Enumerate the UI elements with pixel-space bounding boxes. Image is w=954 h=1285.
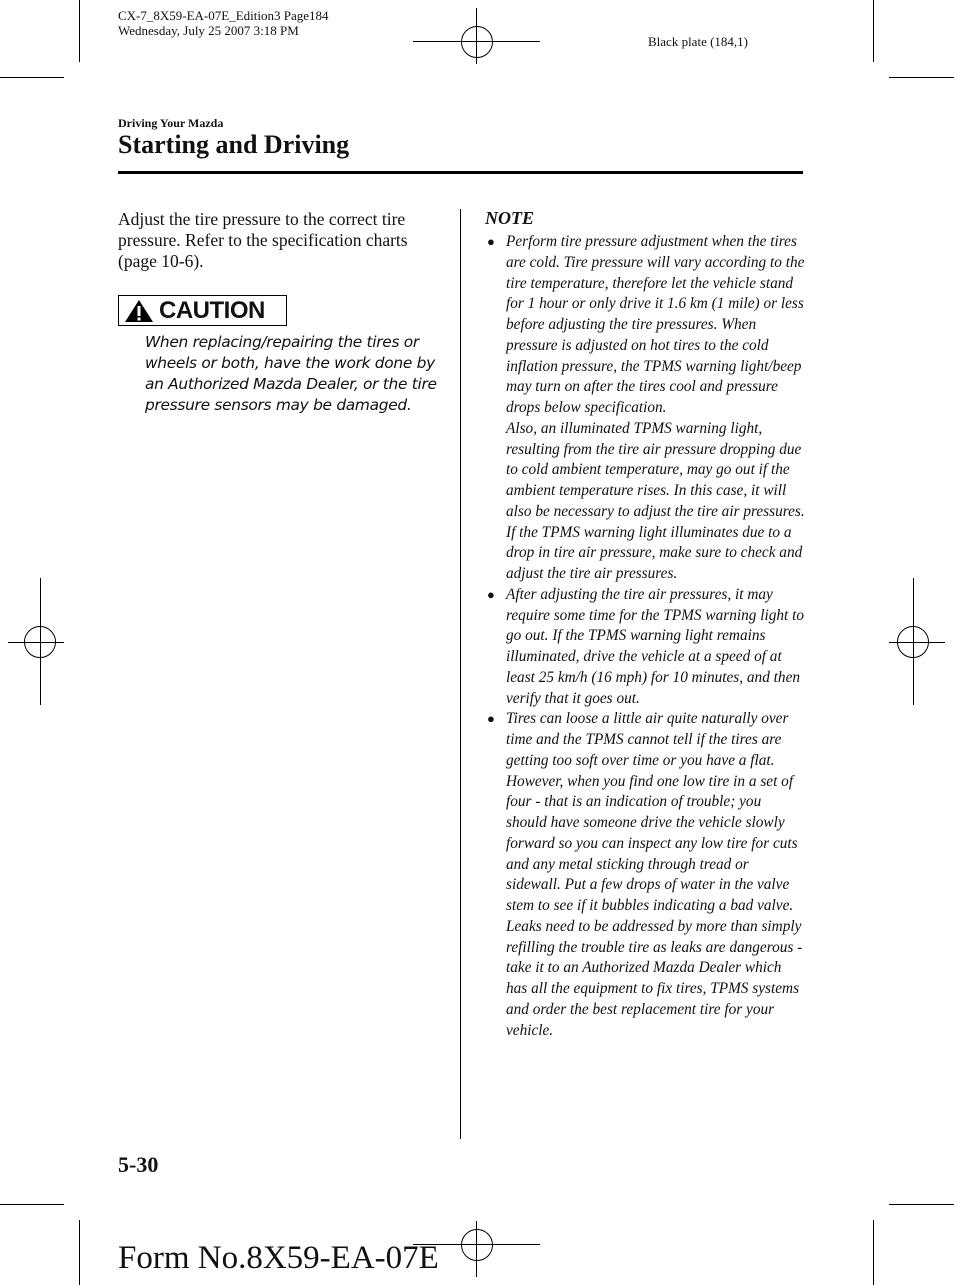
note-list bbox=[485, 232, 805, 1041]
note-paragraph: Tires can loose a little air quite naturally over time and the TPMS cannot tell if the tires are getting too soft over time or you have a flat. However, when you find one low tire in a set of four - that is an indication of trouble; you should have someone drive the vehicle slowly forward so you can inspect any low tire for cuts and any metal sticking through tread or sidewall. Put a few drops of water in the valve stem to see if it bubbles indicating a bad valve. Leaks need to be addressed by more than simply refilling the trouble tire as leaks are dangerous - take it to an Authorized Mazda Dealer which has all the equipment to fix tires, TPMS systems and order the best replacement tire for your vehicle. bbox=[506, 710, 803, 1039]
print-job-line: CX-7_8X59-EA-07E_Edition3 Page184 bbox=[118, 8, 329, 23]
note-item bbox=[485, 585, 805, 710]
intro-paragraph: Adjust the tire pressure to the correct tire pressure. Refer to the specification charts (page 10-6). bbox=[118, 209, 408, 271]
caution-text: When replacing/repairing the tires or wheels or both, have the work done by an Authorized Mazda Dealer, or the tire pressure sensors may be damaged. bbox=[145, 333, 437, 414]
warning-triangle-icon bbox=[123, 298, 155, 324]
caution-box bbox=[118, 295, 287, 326]
note-heading: NOTE bbox=[485, 208, 534, 228]
page-title: Starting and Driving bbox=[118, 130, 350, 159]
plate-label: Black plate (184,1) bbox=[648, 34, 748, 49]
form-number: Form No.8X59-EA-07E bbox=[118, 1240, 439, 1276]
note-item bbox=[485, 709, 805, 1041]
print-date-line: Wednesday, July 25 2007 3:18 PM bbox=[118, 23, 299, 38]
section-label: Driving Your Mazda bbox=[118, 116, 224, 130]
note-item bbox=[485, 232, 805, 585]
bullet-icon: ● bbox=[487, 234, 495, 249]
title-rule bbox=[118, 171, 803, 174]
page-number: 5-30 bbox=[118, 1152, 159, 1177]
column-divider bbox=[460, 209, 461, 1139]
bullet-icon: ● bbox=[487, 586, 495, 602]
caution-label: CAUTION bbox=[159, 296, 265, 324]
print-job-info bbox=[118, 8, 329, 38]
note-paragraph: Perform tire pressure adjustment when the tires are cold. Tire pressure will vary according to the tire temperature, therefore let the vehicle stand for 1 hour or only drive it 1.6 km (1 mile) or less before adjusting the tire pressures. When pressure is adjusted on hot tires to the cold inflation pressure, the TPMS warning light/beep may turn on after the tires cool and pressure drops below specification. bbox=[506, 233, 805, 416]
note-paragraph: Also, an illuminated TPMS warning light, resulting from the tire air pressure dropping due to cold ambient temperature, may go out if the ambient temperature rises. In this case, it will also be necessary to adjust the tire air pressures. If the TPMS warning light illuminates due to a drop in tire air pressure, make sure to check and adjust the tire air pressures. bbox=[506, 419, 805, 582]
note-paragraph: After adjusting the tire air pressures, it may require some time for the TPMS warning light to go out. If the TPMS warning light remains illuminated, drive the vehicle at a speed of at least 25 km/h (16 mph) for 10 minutes, and then verify that it goes out. bbox=[506, 585, 804, 707]
bullet-icon: ● bbox=[487, 711, 495, 727]
